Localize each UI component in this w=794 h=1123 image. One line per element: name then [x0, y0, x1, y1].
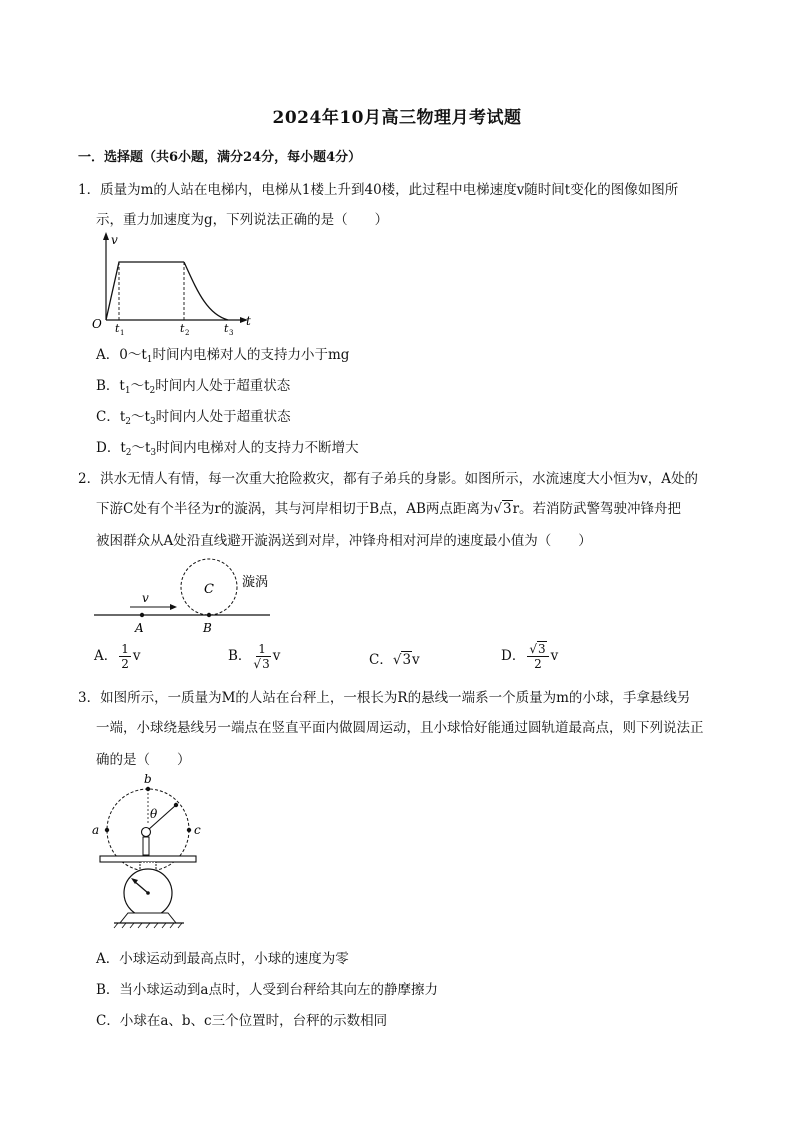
q3-option-a[interactable]: A．小球运动到最高点时，小球的速度为零	[96, 951, 349, 967]
q2-option-d[interactable]	[501, 642, 558, 671]
q2-c-label: C	[204, 582, 214, 597]
q3-person-head	[142, 828, 151, 837]
q2-vortex-label: 漩涡	[242, 575, 269, 590]
q3-stem-line3: 确的是（ ）	[96, 752, 191, 768]
q3-scale-figure	[88, 768, 213, 933]
q1-vt-graph	[86, 228, 266, 336]
q2-option-b-num: 1	[258, 642, 266, 656]
q2-velocity-arrowhead	[170, 604, 177, 610]
q2-option-b[interactable]	[228, 642, 280, 671]
q1-option-c-pre: C．t	[96, 409, 126, 425]
q2-stem-line2	[96, 497, 681, 517]
q1-option-c-sub2: 3	[149, 417, 156, 427]
q1-t1-label: t	[115, 322, 120, 335]
q2-stem-line2-post: r。若消防武警驾驶冲锋舟把	[512, 501, 682, 517]
q1-option-b-sub1: 1	[124, 386, 131, 396]
q1-x-label: t	[246, 314, 251, 328]
q1-option-d-sub2: 3	[150, 448, 157, 458]
q3-ball	[174, 803, 178, 807]
q1-option-b-sub2: 2	[149, 386, 156, 396]
q2-option-d-num: 3	[537, 642, 546, 656]
q2-a-label: A	[135, 621, 144, 635]
q2-option-b-frac	[253, 642, 270, 671]
q2-b-label: B	[203, 621, 212, 635]
q1-option-d-pre: D．t	[96, 440, 126, 456]
q2-stem-line1: 2．洪水无情人有情，每一次重大抢险救灾，都有子弟兵的身影。如图所示，水流速度大小恒为v，A处的	[78, 471, 698, 487]
q1-option-b-mid: ～t	[130, 378, 150, 394]
q1-option-c-post: 时间内人处于超重状态	[155, 409, 291, 425]
q2-option-d-den: 2	[534, 657, 542, 671]
q1-decel-curve	[184, 262, 228, 320]
q2-option-c-unit: v	[412, 652, 420, 668]
q3-stem-line2: 一端，小球绕悬线另一端点在竖直平面内做圆周运动，且小球恰好能通过圆轨道最高点，则下列说法正	[96, 720, 704, 736]
q2-option-d-num-wrap	[527, 642, 548, 657]
q3-scale-base	[120, 913, 176, 923]
q1-option-d-post: 时间内电梯对人的支持力不断增大	[156, 440, 359, 456]
q2-point-b	[207, 613, 211, 617]
q1-option-b[interactable]	[96, 374, 290, 396]
q1-t2-label: t	[180, 322, 185, 335]
q2-option-d-unit: v	[550, 648, 559, 664]
q1-y-axis-arrow	[103, 232, 109, 240]
q1-t1-sub: 1	[120, 329, 125, 336]
q3-scale-platform	[100, 856, 196, 862]
q2-stem-line2-pre: 下游C处有个半径为r的漩涡，其与河岸相切于B点，AB两点距离为	[96, 501, 494, 517]
q3-option-b[interactable]: B．当小球运动到a点时，人受到台秤给其向左的静摩擦力	[96, 982, 438, 998]
q3-ground-hatch	[114, 923, 182, 928]
q1-option-a-post: 时间内电梯对人的支持力小于mg	[152, 347, 350, 363]
q1-option-a[interactable]	[96, 343, 349, 365]
q2-option-a-label: A．	[94, 648, 118, 664]
exam-title: 2024年10月高三物理月考试题	[272, 108, 522, 128]
q1-t3-label: t	[224, 322, 229, 335]
q2-option-c-label: C．	[369, 652, 393, 668]
q3-point-c	[187, 828, 191, 832]
q2-option-c[interactable]	[369, 648, 420, 668]
q3-dial-center	[146, 891, 150, 895]
q2-option-b-sqrt: √3	[253, 657, 270, 671]
q3-person-body	[143, 837, 149, 855]
q2-sqrt: √3	[493, 501, 512, 517]
q2-option-a-frac	[119, 642, 131, 671]
q3-stem-line1: 3．如图所示，一质量为M的人站在台秤上，一根长为R的悬线一端系一个质量为m的小球，手拿悬线另	[78, 690, 691, 706]
q3-a-label: a	[92, 823, 100, 837]
q1-stem-line1: 1．质量为m的人站在电梯内，电梯从1楼上升到40楼，此过程中电梯速度v随时间t变化的图像如图所	[78, 182, 679, 198]
q2-option-a[interactable]	[94, 642, 141, 671]
q2-option-c-radicand: 3	[402, 652, 412, 668]
q1-option-a-pre: A．0～t	[96, 347, 147, 363]
q3-c-label: c	[194, 823, 201, 837]
q2-option-d-frac	[527, 642, 548, 671]
q3-b-label: b	[144, 772, 152, 786]
q1-option-d-sub1: 2	[125, 448, 132, 458]
q1-vt-curve	[106, 262, 184, 320]
q2-sqrt-radicand: 3	[502, 501, 512, 517]
q1-option-c-mid: ～t	[131, 409, 150, 425]
q2-option-c-sqrt: √3	[392, 652, 412, 668]
q1-option-b-pre: B．t	[96, 378, 125, 394]
q1-option-c[interactable]	[96, 405, 291, 427]
q2-river-figure	[90, 550, 280, 638]
q1-option-d[interactable]	[96, 436, 359, 458]
q3-point-a	[105, 828, 109, 832]
q3-option-c[interactable]: C．小球在a、b、c三个位置时，台秤的示数相同	[96, 1013, 388, 1029]
q3-theta-label: θ	[150, 807, 158, 821]
q1-y-label: v	[111, 233, 118, 247]
q1-t3-sub: 3	[229, 329, 234, 336]
q1-t2-sub: 2	[185, 329, 190, 336]
q1-option-c-sub1: 2	[125, 417, 131, 427]
q1-stem-line2: 示，重力加速度为g，下列说法正确的是（ ）	[96, 212, 389, 228]
q2-option-a-den: 2	[121, 657, 129, 671]
q2-option-a-num: 1	[121, 642, 129, 656]
q1-origin-label: O	[92, 317, 102, 331]
q1-option-b-post: 时间内人处于超重状态	[155, 378, 291, 394]
q2-stem-line3: 被困群众从A处沿直线避开漩涡送到对岸，冲锋舟相对河岸的速度最小值为（ ）	[96, 533, 592, 549]
q2-v-label: v	[142, 591, 149, 605]
section-heading: 一．选择题（共6小题，满分24分，每小题4分）	[78, 150, 362, 165]
q3-point-b	[146, 787, 150, 791]
q2-option-d-sqrt: √3	[529, 642, 546, 656]
q2-option-b-den: 3	[262, 657, 270, 671]
q1-option-a-sub: 1	[146, 355, 153, 365]
q2-point-a	[140, 613, 144, 617]
q2-option-b-label: B．	[228, 648, 252, 664]
q1-option-d-mid: ～t	[131, 440, 151, 456]
q2-option-b-unit: v	[272, 648, 281, 664]
q2-option-d-label: D．	[501, 648, 526, 664]
q2-option-a-unit: v	[132, 648, 141, 664]
